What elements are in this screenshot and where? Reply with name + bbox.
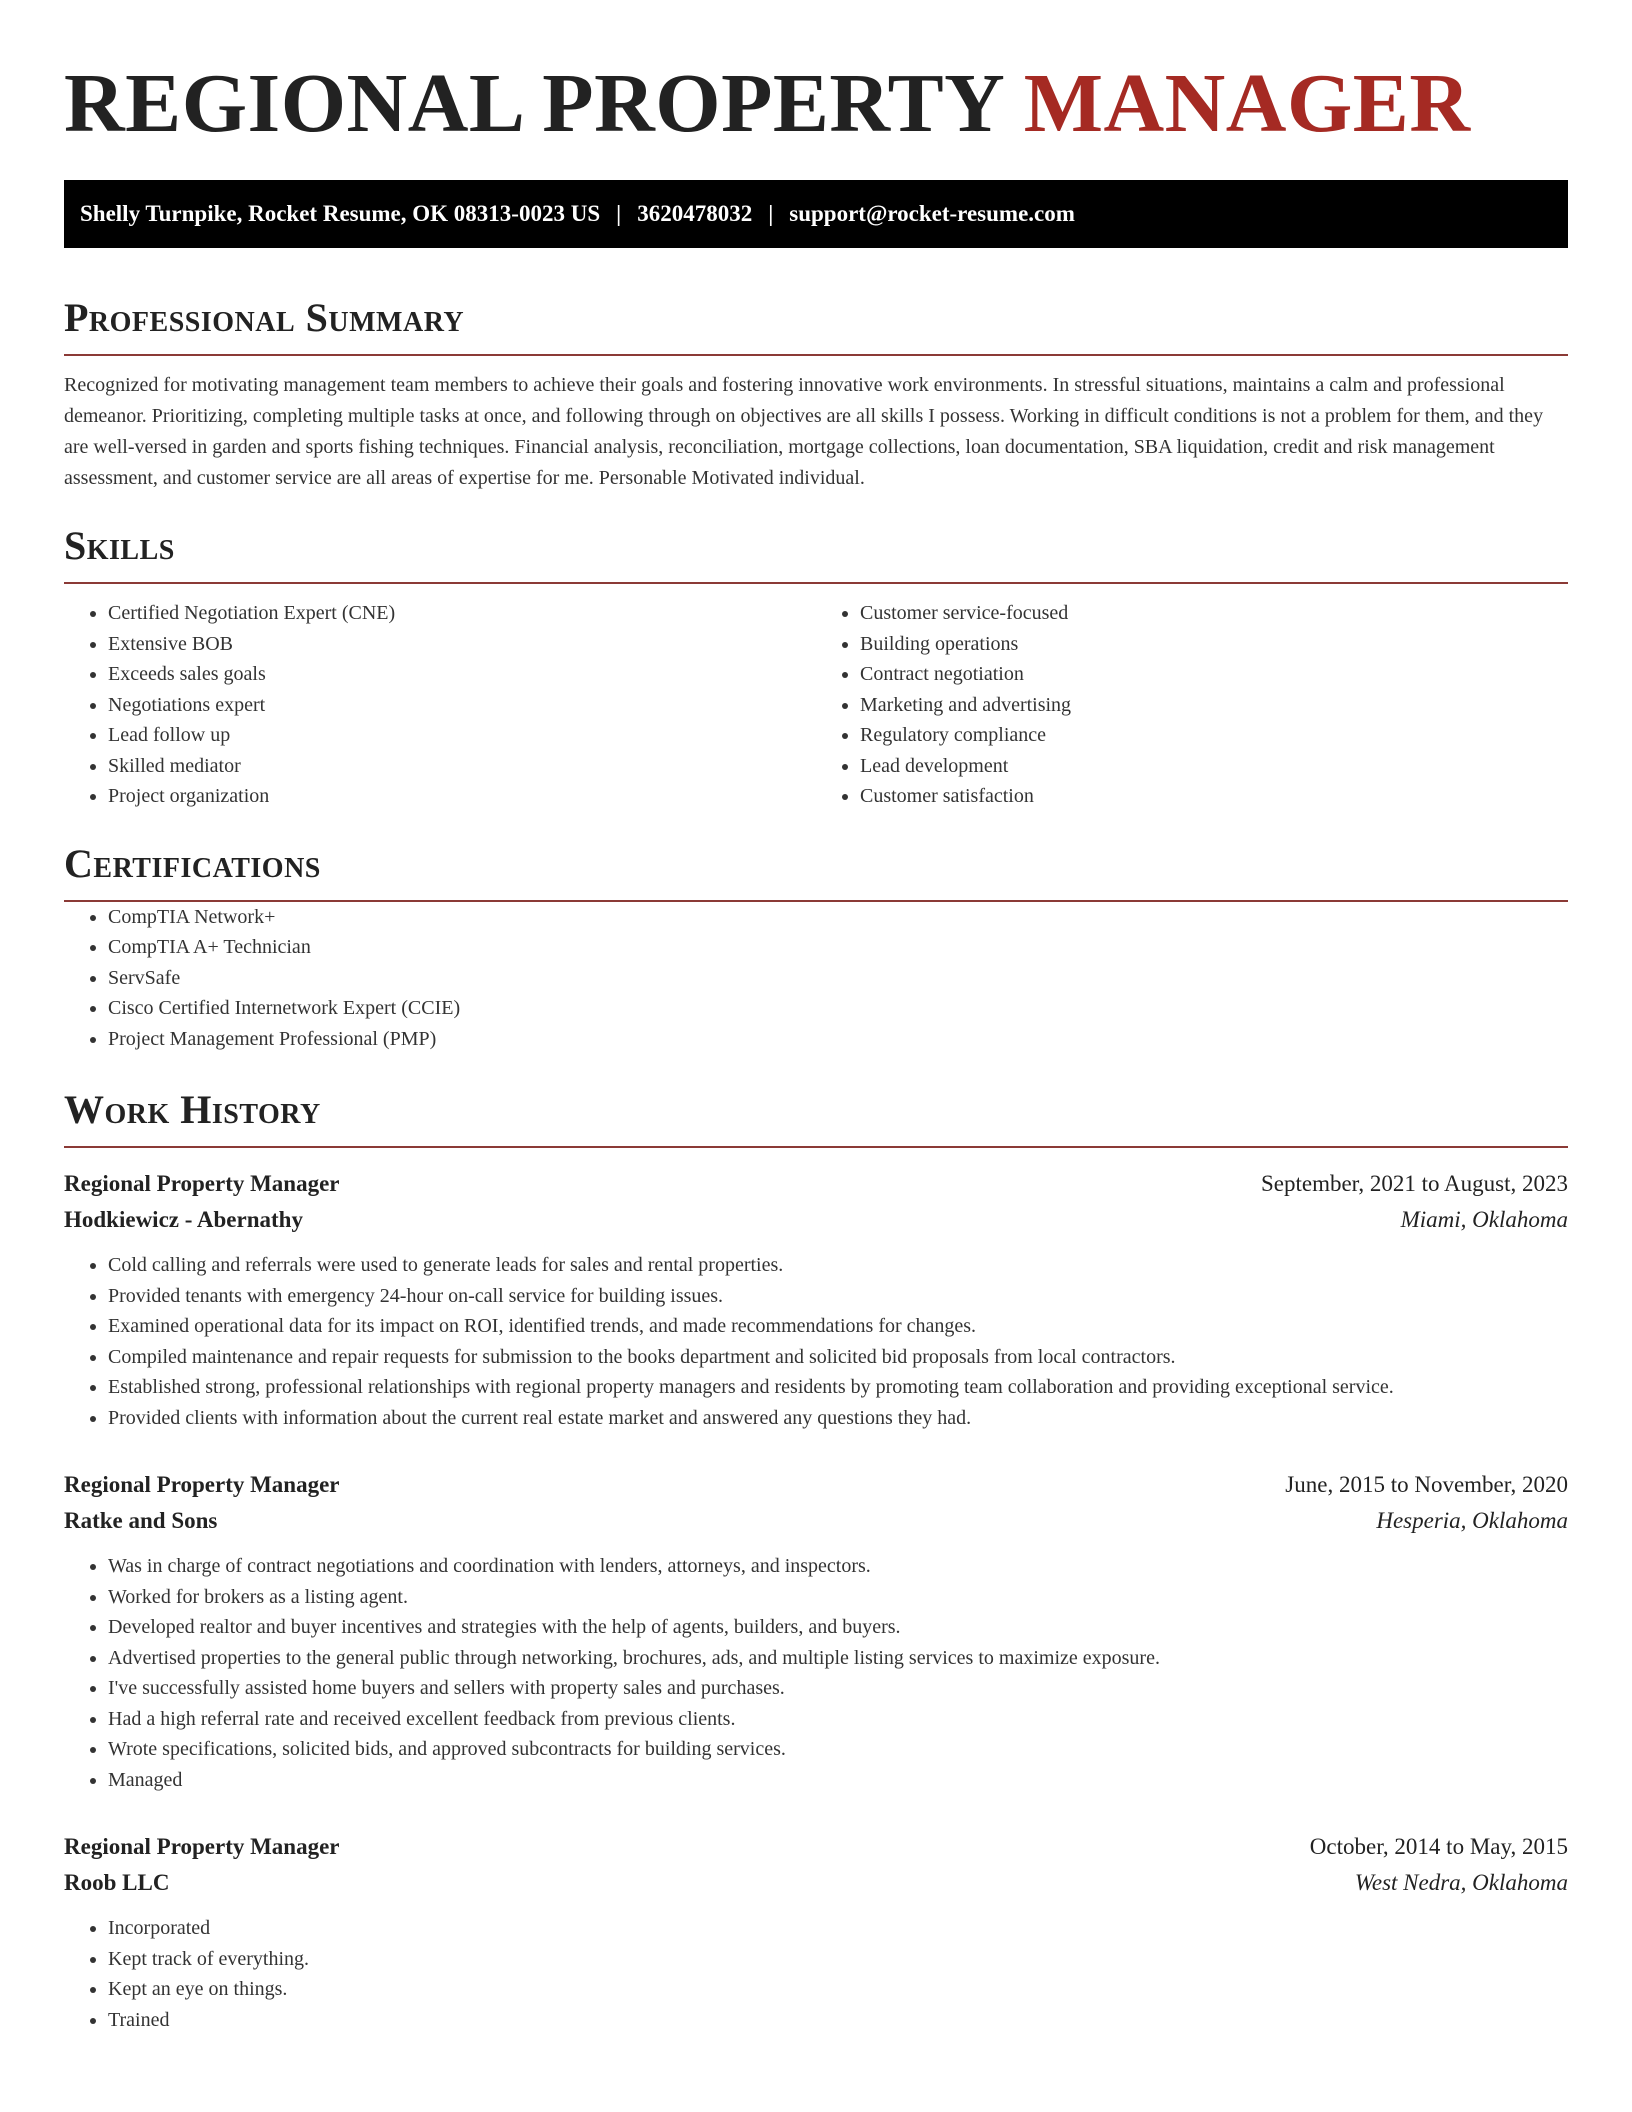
skills-list-left [64,598,816,812]
contact-email[interactable]: support@rocket-resume.com [789,201,1075,226]
job-company: Ratke and Sons [64,1508,218,1533]
skill-item: • Skilled mediator [108,751,816,782]
job-bullet: • Wrote specifications, solicited bids, and approved subcontracts for building services. [108,1734,1568,1765]
contact-separator: | [768,201,774,226]
job-bullet: • Incorporated [108,1913,1568,1944]
resume-title [64,44,1568,164]
skill-item: • Certified Negotiation Expert (CNE) [108,598,816,629]
skill-item: • Lead development [860,751,1568,782]
job-entry [64,1467,1568,1795]
job-bullets [64,1551,1568,1795]
job-bullet: • Was in charge of contract negotiations and coordination with lenders, attorneys, and inspectors. [108,1551,1568,1582]
skill-item: • Exceeds sales goals [108,659,816,690]
skill-item: • Customer satisfaction [860,781,1568,812]
skill-item: • Regulatory compliance [860,720,1568,751]
job-dates: June, 2015 to November, 2020 [1285,1472,1568,1497]
job-title: Regional Property Manager [64,1834,340,1859]
job-company-row [64,1202,1568,1238]
summary-text: Recognized for motivating management team members to achieve their goals and fostering innovative work environments. In stressful situations, maintains a calm and professional demeanor. Prioritizing, completing multiple tasks at once, and following through on objectives are all skills I possess. Working in difficult conditions is not a problem for them, and they are well-versed in garden and sports fishing techniques. Financial analysis, reconciliation, mortgage collections, loan documentation, SBA liquidation, credit and risk management assessment, and customer service are all areas of expertise for me. Personable Motivated individual. [64,374,1544,489]
summary-section [64,292,1568,494]
skill-item: • Contract negotiation [860,659,1568,690]
skill-item: • Extensive BOB [108,629,816,660]
job-bullet: • Trained [108,2005,1568,2036]
skills-heading: Skills [64,520,1568,584]
job-entry [64,1829,1568,2035]
certification-item: • ServSafe [108,963,1568,994]
contact-separator: | [616,201,622,226]
job-location: West Nedra, Oklahoma [1354,1870,1568,1895]
job-company-row [64,1503,1568,1539]
job-dates: October, 2014 to May, 2015 [1309,1834,1568,1859]
job-header-row [64,1467,1568,1503]
contact-phone: 3620478032 [637,201,753,226]
certification-item: • Cisco Certified Internetwork Expert (CCIE) [108,993,1568,1024]
work-history-heading: Work History [64,1084,1568,1148]
contact-address: Shelly Turnpike, Rocket Resume, OK 08313-0023 US [80,201,601,226]
job-bullet: • Kept track of everything. [108,1944,1568,1975]
skills-grid [64,598,1568,812]
job-entry [64,1166,1568,1433]
certification-item: • CompTIA A+ Technician [108,932,1568,963]
skill-item: • Negotiations expert [108,690,816,721]
job-bullet: • Provided tenants with emergency 24-hour on-call service for building issues. [108,1281,1568,1312]
skills-list-right [816,598,1568,812]
job-bullet: • Compiled maintenance and repair requests for submission to the books department and solicited bid proposals from local contractors. [108,1342,1568,1373]
job-bullet: • Advertised properties to the general public through networking, brochures, ads, and multiple listing services to maximize exposure. [108,1643,1568,1674]
job-location: Hesperia, Oklahoma [1376,1508,1568,1533]
job-bullet: • I've successfully assisted home buyers and sellers with property sales and purchases. [108,1673,1568,1704]
job-company: Roob LLC [64,1870,170,1895]
job-company: Hodkiewicz - Abernathy [64,1207,303,1232]
job-bullets [64,1250,1568,1433]
job-bullet: • Examined operational data for its impact on ROI, identified trends, and made recommendations for changes. [108,1311,1568,1342]
job-header-row [64,1829,1568,1865]
title-accent: MANAGER [1023,57,1471,150]
job-header-row [64,1166,1568,1202]
skill-item: • Lead follow up [108,720,816,751]
job-bullet: • Worked for brokers as a listing agent. [108,1582,1568,1613]
job-bullets [64,1913,1568,2035]
certifications-heading: Certifications [64,838,1568,902]
job-company-row [64,1865,1568,1901]
skill-item: • Marketing and advertising [860,690,1568,721]
job-bullet: • Kept an eye on things. [108,1974,1568,2005]
job-bullet: • Established strong, professional relationships with regional property managers and residents by promoting team collaboration and providing exceptional service. [108,1372,1568,1403]
certification-item: • Project Management Professional (PMP) [108,1024,1568,1055]
job-location: Miami, Oklahoma [1400,1207,1568,1232]
job-bullet: • Provided clients with information about the current real estate market and answered any questions they had. [108,1403,1568,1434]
skills-section [64,520,1568,812]
certification-item: • CompTIA Network+ [108,902,1568,933]
skill-item: • Building operations [860,629,1568,660]
summary-heading: Professional Summary [64,292,1568,356]
job-bullet: • Cold calling and referrals were used to generate leads for sales and rental properties. [108,1250,1568,1281]
certifications-section [64,838,1568,1055]
job-bullet: • Managed [108,1765,1568,1796]
skill-item: • Project organization [108,781,816,812]
skill-item: • Customer service-focused [860,598,1568,629]
job-bullet: • Had a high referral rate and received excellent feedback from previous clients. [108,1704,1568,1735]
contact-bar [64,180,1568,248]
job-bullet: • Developed realtor and buyer incentives and strategies with the help of agents, builders, and buyers. [108,1612,1568,1643]
work-history-section [64,1084,1568,2035]
job-title: Regional Property Manager [64,1472,340,1497]
job-dates: September, 2021 to August, 2023 [1260,1171,1568,1196]
certifications-list [64,902,1568,1055]
job-title: Regional Property Manager [64,1171,340,1196]
title-main: REGIONAL PROPERTY [64,57,1003,150]
